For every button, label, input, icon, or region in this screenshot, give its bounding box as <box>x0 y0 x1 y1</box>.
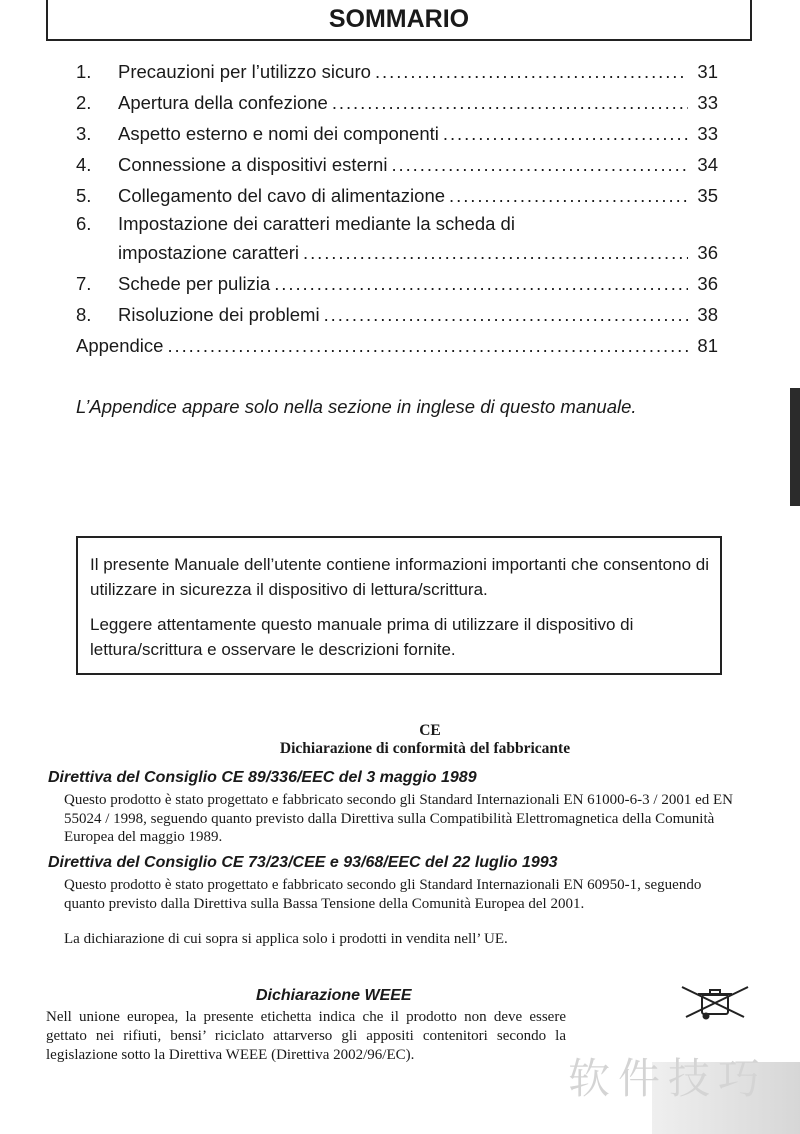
ce-mark: CE <box>419 722 441 739</box>
toc-number: 8. <box>76 304 92 325</box>
toc-page: 35 <box>697 185 718 206</box>
toc-page: 33 <box>697 92 718 113</box>
declaration-title: Dichiarazione di conformità del fabbricante <box>279 740 571 757</box>
directive-text: Questo prodotto è stato progettato e fabbricato secondo gli Standard Internazionali EN 60950-1, seguendo quanto previsto dalla Direttiva sulla Bassa Tensione della Comunità Europea del 2001. <box>64 877 702 912</box>
toc-page: 31 <box>697 61 718 82</box>
section-tab-marker <box>790 388 800 506</box>
toc-label: Precauzioni per l’utilizzo sicuro <box>118 61 371 82</box>
toc-number: 3. <box>76 123 92 144</box>
toc-entry <box>76 87 718 118</box>
toc-page: 33 <box>697 123 718 144</box>
toc-page: 36 <box>697 273 718 294</box>
toc-leader-dots <box>303 237 688 268</box>
toc-page: 38 <box>697 304 718 325</box>
toc-label: Impostazione dei caratteri mediante la scheda di <box>118 213 515 234</box>
toc-label: Apertura della confezione <box>118 92 328 113</box>
toc-label: Aspetto esterno e nomi dei componenti <box>118 123 439 144</box>
weee-heading: Dichiarazione WEEE <box>256 987 412 1004</box>
appendix-note: L’Appendice appare solo nella sezione in inglese di questo manuale. <box>76 396 637 417</box>
page-title: SOMMARIO <box>46 0 752 41</box>
directive-text: Questo prodotto è stato progettato e fabbricato secondo gli Standard Internazionali EN 61000-6-3 / 2001 ed EN 55024 / 1998, seguendo quanto previsto dalla Direttiva sulla Compatibilità Elettromagnetica della Comunità Europea del maggio 1989. <box>64 792 733 845</box>
toc-leader-dots <box>332 87 688 118</box>
notice-paragraph: Leggere attentamente questo manuale prima di utilizzare il dispositivo di lettura/scrittura e osservare le descrizioni fornite. <box>90 615 634 659</box>
crossed-out-wheeled-bin-icon <box>678 984 752 1020</box>
toc-leader-dots <box>375 56 688 87</box>
toc-label: Connessione a dispositivi esterni <box>118 154 388 175</box>
toc-page: 36 <box>697 242 718 263</box>
toc-entry <box>76 118 718 149</box>
toc-entry <box>76 330 718 361</box>
directive-note: La dichiarazione di cui sopra si applica solo i prodotti in vendita nell’ UE. <box>64 931 508 947</box>
table-of-contents <box>76 56 718 361</box>
toc-entry <box>76 180 718 211</box>
toc-leader-dots <box>449 180 688 211</box>
toc-label: Risoluzione dei problemi <box>118 304 320 325</box>
toc-leader-dots <box>324 299 688 330</box>
toc-label: Schede per pulizia <box>118 273 271 294</box>
toc-number: 1. <box>76 61 92 82</box>
toc-number: 7. <box>76 273 92 294</box>
directive-heading: Direttiva del Consiglio CE 73/23/CEE e 93/68/EEC del 22 luglio 1993 <box>48 854 558 871</box>
toc-entry <box>76 268 718 299</box>
toc-number: 2. <box>76 92 92 113</box>
toc-label: Appendice <box>76 335 164 356</box>
toc-entry <box>76 211 718 268</box>
toc-label: Collegamento del cavo di alimentazione <box>118 185 446 206</box>
notice-box <box>76 536 722 675</box>
toc-leader-dots <box>167 330 688 361</box>
toc-number: 5. <box>76 185 92 206</box>
toc-label-continued: impostazione caratteri <box>118 242 299 263</box>
weee-text: Nell unione europea, la presente etichetta indica che il prodotto non deve essere gettato nei rifiuti, bensi’ riciclato attarverso gli appositi contenitori secondo la legislazione sotto la Direttiva WEEE (Direttiva 2002/96/EC). <box>46 1009 566 1063</box>
toc-number: 4. <box>76 154 92 175</box>
toc-entry <box>76 299 718 330</box>
watermark-text: 软件技巧 <box>568 1054 769 1103</box>
toc-page: 34 <box>697 154 718 175</box>
notice-paragraph: Il presente Manuale dell’utente contiene informazioni importanti che consentono di utilizzare in sicurezza il dispositivo di lettura/scrittura. <box>90 555 709 599</box>
toc-entry <box>76 149 718 180</box>
toc-leader-dots <box>274 268 688 299</box>
toc-leader-dots <box>443 118 688 149</box>
directive-heading: Direttiva del Consiglio CE 89/336/EEC del 3 maggio 1989 <box>48 769 477 786</box>
toc-leader-dots <box>391 149 688 180</box>
toc-number: 6. <box>76 213 92 234</box>
toc-page: 81 <box>697 335 718 356</box>
toc-entry <box>76 56 718 87</box>
